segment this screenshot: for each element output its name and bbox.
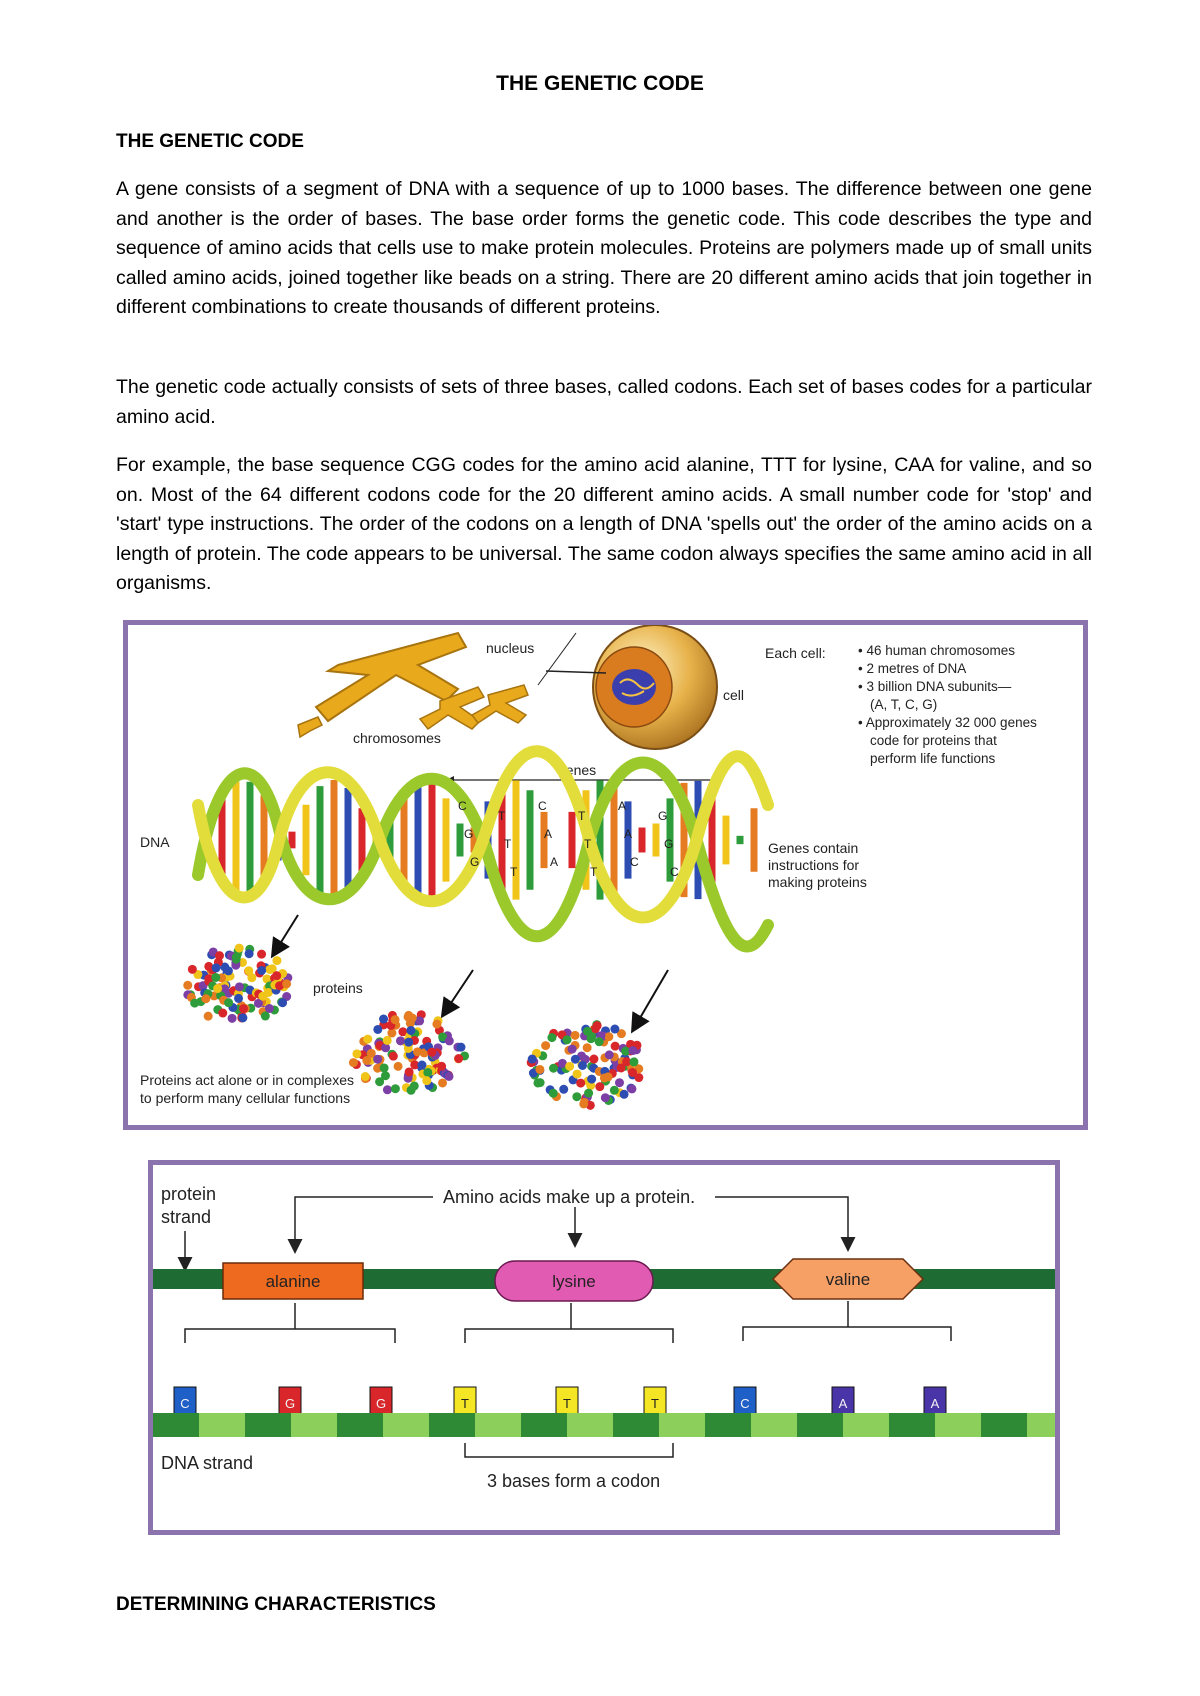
proteins-act-label: Proteins act alone or in complexes	[140, 1072, 354, 1088]
helix-base-letter: T	[590, 865, 598, 879]
protein-atom	[583, 1043, 592, 1052]
protein-atom	[245, 949, 254, 958]
protein-atom	[394, 1062, 403, 1071]
protein-atom	[282, 979, 291, 988]
protein-atom	[218, 1009, 227, 1018]
protein-atom	[593, 1021, 602, 1030]
protein-atom	[278, 998, 287, 1007]
protein-atom	[232, 953, 241, 962]
protein-atom	[549, 1089, 558, 1098]
dna-strand-segment	[889, 1413, 935, 1437]
base-c	[174, 1387, 196, 1415]
protein-atom	[573, 1070, 582, 1079]
protein-atom	[579, 1099, 588, 1108]
protein-atom	[257, 950, 266, 959]
dna-illustration-figure	[123, 620, 1088, 1130]
cell-fact: code for proteins that	[870, 733, 997, 748]
protein-atom	[235, 982, 244, 991]
protein-atom	[204, 1012, 213, 1021]
protein-atom	[201, 994, 210, 1003]
protein-atom	[600, 1074, 609, 1083]
dna-strand-segment	[521, 1413, 567, 1437]
protein-atom	[610, 1025, 619, 1034]
protein-atom	[432, 1020, 441, 1029]
protein-atom	[211, 973, 220, 982]
base-c	[734, 1387, 756, 1415]
protein-atom	[438, 1078, 447, 1087]
arrow-to-protein-3	[633, 970, 668, 1030]
helix-base-letter: G	[464, 827, 474, 841]
codon-bracket-valine	[743, 1301, 951, 1341]
amino-acid-lysine	[495, 1261, 653, 1301]
protein-atom	[454, 1054, 463, 1063]
helix-base-letter: C	[670, 865, 679, 879]
chromosomes-label: chromosomes	[353, 730, 441, 746]
dna-strand-segment	[567, 1413, 613, 1437]
arrow-to-protein-2	[443, 970, 473, 1015]
helix-base-letter: A	[618, 799, 627, 813]
protein-atom	[615, 1078, 624, 1087]
protein-atom	[629, 1057, 638, 1066]
protein-atom	[563, 1035, 572, 1044]
protein-atom	[628, 1046, 637, 1055]
helix-base-letter: C	[630, 855, 639, 869]
dna-strand-segment	[981, 1413, 1027, 1437]
protein-atom	[381, 1071, 390, 1080]
helix-base-letter: G	[470, 855, 480, 869]
protein-atom	[617, 1063, 626, 1072]
dna-strand-segment	[659, 1413, 705, 1437]
cell-fact: • Approximately 32 000 genes	[858, 715, 1037, 730]
amino-acid-valine	[773, 1259, 923, 1299]
protein-atom	[627, 1084, 636, 1093]
genes-contain-label: making proteins	[768, 874, 867, 890]
protein-atom	[589, 1055, 598, 1064]
codon-bracket-alanine	[185, 1303, 395, 1343]
amino-acid-label: valine	[825, 1270, 871, 1289]
protein-atom	[363, 1035, 372, 1044]
protein-atom	[604, 1032, 613, 1041]
protein-atom	[601, 1093, 610, 1102]
dna-strand-segment	[797, 1413, 843, 1437]
dna-strand-segment	[337, 1413, 383, 1437]
cell-facts-list	[858, 643, 1037, 766]
protein-atom	[238, 1013, 247, 1022]
dna-strand-segment	[475, 1413, 521, 1437]
base-letter: C	[180, 1396, 190, 1411]
each-cell-label: Each cell:	[765, 645, 826, 661]
helix-base-letter: A	[544, 827, 553, 841]
cell-label: cell	[723, 687, 745, 703]
dna-strand-segment	[153, 1413, 199, 1437]
dna-bases	[174, 1387, 946, 1415]
base-letter: C	[740, 1396, 750, 1411]
protein-atom	[595, 1037, 604, 1046]
protein-atom	[404, 1038, 413, 1047]
next-section-heading: DETERMINING CHARACTERISTICS	[116, 1594, 436, 1615]
base-letter: T	[461, 1396, 469, 1411]
nucleus-pointer-line-2	[538, 633, 576, 685]
protein-atom	[190, 999, 199, 1008]
protein-atom	[410, 1081, 419, 1090]
base-t	[644, 1387, 666, 1415]
helix-base-letter: T	[510, 865, 518, 879]
protein-atom	[620, 1090, 629, 1099]
dna-strand-segment	[291, 1413, 337, 1437]
protein-atom	[373, 1055, 382, 1064]
protein-atom	[437, 1062, 446, 1071]
proteins-act-label: to perform many cellular functions	[140, 1090, 351, 1106]
protein-atom	[215, 951, 224, 960]
protein-atom	[576, 1079, 585, 1088]
dna-strand-segment	[245, 1413, 291, 1437]
protein-atom	[235, 944, 244, 953]
protein-atom	[533, 1078, 542, 1087]
protein-atom	[349, 1058, 358, 1067]
dna-strand-segment	[199, 1413, 245, 1437]
protein-atom	[610, 1086, 619, 1095]
base-g	[370, 1387, 392, 1415]
cell-fact: (A, T, C, G)	[870, 697, 938, 712]
protein-atom	[535, 1065, 544, 1074]
genes-label: genes	[558, 762, 597, 778]
nucleus-label: nucleus	[486, 640, 535, 656]
base-a	[924, 1387, 946, 1415]
protein-atom	[605, 1050, 614, 1059]
helix-base-letter: T	[578, 809, 586, 823]
protein-atom	[391, 1015, 400, 1024]
dna-strand-segment	[843, 1413, 889, 1437]
protein-atom	[391, 1084, 400, 1093]
protein-atom	[239, 1004, 248, 1013]
dna-strand-label: DNA strand	[161, 1453, 254, 1473]
arrow-to-protein-1	[273, 915, 298, 955]
protein-atom	[584, 1089, 593, 1098]
protein-atom	[427, 1048, 436, 1057]
dna-strand-segment	[751, 1413, 797, 1437]
protein-atom	[578, 1061, 587, 1070]
base-letter: A	[838, 1396, 848, 1411]
protein-atom	[406, 1026, 415, 1035]
helix-base-letter: C	[538, 799, 547, 813]
base-letter: T	[651, 1396, 659, 1411]
helix-base-letter: G	[658, 809, 668, 823]
protein-strand-label: protein	[161, 1184, 217, 1204]
protein-atom	[183, 981, 192, 990]
protein-atom	[571, 1055, 580, 1064]
codon-diagram	[153, 1165, 1055, 1530]
protein-atom	[587, 1075, 596, 1084]
protein-atom	[572, 1092, 581, 1101]
protein-atom	[559, 1085, 568, 1094]
protein-atom	[628, 1068, 637, 1077]
protein-atom	[565, 1062, 574, 1071]
protein-atom	[261, 1012, 270, 1021]
protein-atom	[224, 998, 233, 1007]
protein-atom	[568, 1045, 577, 1054]
protein-atom	[228, 1014, 237, 1023]
protein-atom	[583, 1027, 592, 1036]
amino-pointer-alanine	[295, 1197, 433, 1251]
dna-strand-segment	[705, 1413, 751, 1437]
protein-atom	[224, 966, 233, 975]
protein-atom	[379, 1015, 388, 1024]
protein-atom	[547, 1033, 556, 1042]
helix-base-letter: C	[458, 799, 467, 813]
dna-illustration	[128, 625, 1083, 1125]
protein-atom	[541, 1041, 550, 1050]
base-g	[279, 1387, 301, 1415]
protein-atom	[234, 994, 243, 1003]
base-t	[556, 1387, 578, 1415]
protein-atom	[396, 1036, 405, 1045]
helix-base-letter: T	[504, 837, 512, 851]
base-t	[454, 1387, 476, 1415]
protein-atom	[383, 1036, 392, 1045]
cell-fact: • 46 human chromosomes	[858, 643, 1016, 658]
protein-atom	[423, 1068, 432, 1077]
amino-acid-label: lysine	[552, 1272, 596, 1291]
base-letter: G	[375, 1396, 387, 1411]
codon-diagram-figure	[148, 1160, 1060, 1535]
amino-acid-alanine	[223, 1263, 363, 1299]
protein-atom	[595, 1082, 604, 1091]
genes-contain-label: Genes contain	[768, 840, 859, 856]
amino-acid-label: alanine	[265, 1272, 321, 1291]
protein-atom	[528, 1055, 537, 1064]
dna-label: DNA	[140, 834, 170, 850]
proteins-label: proteins	[313, 980, 363, 996]
paragraph-codons: The genetic code actually consists of sets of three bases, called codons. Each set of bases codes for a particular amino acid.	[116, 376, 1092, 428]
codon-bracket-lysine	[465, 1303, 673, 1343]
protein-atom	[380, 1063, 389, 1072]
protein-atom	[456, 1043, 465, 1052]
protein-atom	[257, 966, 266, 975]
dna-strand-segment	[935, 1413, 981, 1437]
base-letter: T	[563, 1396, 571, 1411]
section-heading: THE GENETIC CODE	[116, 131, 304, 152]
helix-base-letter: T	[584, 837, 592, 851]
protein-atom	[413, 1047, 422, 1056]
protein-atom	[373, 1025, 382, 1034]
helix-base-letter: A	[550, 855, 559, 869]
cell-fact: perform life functions	[870, 751, 996, 766]
cell-fact: • 3 billion DNA subunits—	[858, 679, 1012, 694]
base-letter: A	[930, 1396, 940, 1411]
protein-atom	[422, 1076, 431, 1085]
helix-base-letter: T	[498, 809, 506, 823]
base-a	[832, 1387, 854, 1415]
helix-base-letter: G	[664, 837, 674, 851]
protein-strand-label: strand	[161, 1207, 212, 1227]
helix-base-letter: A	[624, 827, 633, 841]
protein-atom	[389, 1052, 398, 1061]
protein-atom	[408, 1014, 417, 1023]
protein-atom	[383, 1085, 392, 1094]
paragraph-gene-intro: A gene consists of a segment of DNA with a sequence of up to 1000 bases. The difference between one gene and another is the order of bases. The base order forms the genetic code. This code describes the type and sequence of amino acids that cells use to make protein molecules. Proteins are polymers made up of small units called amino acids, joined together like beads on a string. There are 20 different amino acids that join together in different combinations to create thousands of different proteins.	[116, 178, 1092, 318]
protein-atom	[549, 1064, 558, 1073]
dna-strand-bar	[153, 1413, 1055, 1437]
cell-icon	[593, 625, 717, 749]
dna-strand-segment	[613, 1413, 659, 1437]
protein-atom	[571, 1031, 580, 1040]
protein-atom	[272, 971, 281, 980]
paragraph-example: For example, the base sequence CGG codes for the amino acid alanine, TTT for lysine, CAA for valine, and so on. Most of the 64 different codons code for the 20 different amino acids. A small number code for 'stop' and 'start' type instructions. The order of the codons on a length of DNA 'spells out' the order of the amino acids on a length of protein. The code appears to be universal. The same codon always specifies the same amino acid in all organisms.	[116, 454, 1092, 594]
protein-atom	[258, 992, 267, 1001]
dna-strand-segment	[383, 1413, 429, 1437]
protein-atom	[445, 1072, 454, 1081]
protein-atom	[405, 1067, 414, 1076]
protein-atom	[188, 965, 197, 974]
dna-strand-segment	[1027, 1413, 1055, 1437]
page-title: THE GENETIC CODE	[496, 72, 704, 95]
codon-bracket-bottom	[465, 1443, 673, 1457]
amino-pointer-valine	[715, 1197, 848, 1249]
protein-atom	[417, 1061, 426, 1070]
genes-contain-label: instructions for	[768, 857, 860, 873]
protein-atom	[361, 1072, 370, 1081]
cell-fact: • 2 metres of DNA	[858, 661, 967, 676]
dna-strand-segment	[429, 1413, 475, 1437]
protein-atom	[247, 973, 256, 982]
protein-atom	[352, 1049, 361, 1058]
codon-label: 3 bases form a codon	[487, 1471, 661, 1491]
protein-atom	[272, 956, 281, 965]
base-letter: G	[284, 1396, 296, 1411]
protein-atom	[611, 1042, 620, 1051]
protein-atom	[212, 963, 221, 972]
amino-acids-label: Amino acids make up a protein.	[443, 1187, 696, 1207]
protein-atom	[445, 1036, 454, 1045]
protein-atom	[213, 984, 222, 993]
